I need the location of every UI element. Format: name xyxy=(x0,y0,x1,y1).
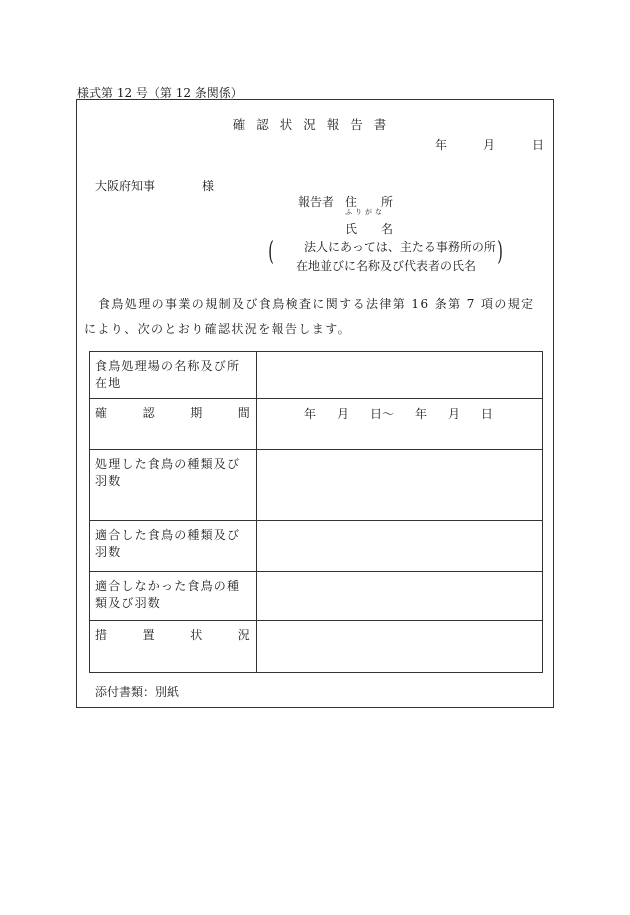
period-label-char: 確 xyxy=(95,406,109,420)
date-day: 日 xyxy=(532,138,545,152)
paren-open: ( xyxy=(268,237,274,267)
period-label-char: 認 xyxy=(142,406,156,420)
address-label-2: 所 xyxy=(381,195,394,209)
corporate-note-line1: 法人にあっては、主たる事務所の所 xyxy=(304,240,496,254)
table-row xyxy=(90,521,543,572)
addressee-name: 大阪府知事 xyxy=(95,179,156,193)
measures-value-cell[interactable] xyxy=(257,621,543,673)
facility-value-cell[interactable] xyxy=(257,352,543,399)
corporate-note-line2: 在地並びに名称及び代表者の氏名 xyxy=(296,259,477,273)
name-label-2: 名 xyxy=(381,222,394,236)
row-label-conforming: 適合した食鳥の種類及び羽数 xyxy=(90,521,257,572)
period-start-day: 日〜 xyxy=(369,407,394,421)
period-value-cell[interactable] xyxy=(257,399,543,450)
measures-label-char: 措 xyxy=(95,628,109,642)
table-row xyxy=(90,572,543,621)
row-label-period xyxy=(90,399,257,450)
measures-label-char: 置 xyxy=(142,628,156,642)
document-title: 確認状況報告書 xyxy=(232,117,398,132)
date-month: 月 xyxy=(483,138,496,152)
name-label-1: 氏 xyxy=(345,222,358,236)
measures-label-char: 況 xyxy=(237,628,251,642)
report-body-text xyxy=(84,292,546,342)
period-end-month: 月 xyxy=(447,407,460,421)
address-label-1: 住 xyxy=(345,195,358,209)
row-label-facility: 食鳥処理場の名称及び所在地 xyxy=(90,352,257,399)
period-start-year: 年 xyxy=(304,407,317,421)
period-end-day: 日 xyxy=(480,407,493,421)
form-number-label: 様式第 12 号（第 12 条関係） xyxy=(77,86,243,100)
reporter-label: 報告者 xyxy=(298,195,335,209)
measures-label-char: 状 xyxy=(190,628,204,642)
row-label-nonconforming: 適合しなかった食鳥の種類及び羽数 xyxy=(90,572,257,621)
addressee-honorific: 様 xyxy=(202,179,215,193)
period-label-char: 期 xyxy=(190,406,204,420)
table-row xyxy=(90,352,543,399)
table-row xyxy=(90,399,543,450)
period-end-year: 年 xyxy=(414,407,427,421)
nonconforming-value-cell[interactable] xyxy=(257,572,543,621)
report-body-sentence: 食鳥処理の事業の規制及び食鳥検査に関する法律第 16 条第 7 項の規定により、次のとおり確認状況を報告します。 xyxy=(84,297,535,336)
furigana-label: ふりがな xyxy=(345,208,385,216)
table-row xyxy=(90,450,543,521)
table-row xyxy=(90,621,543,673)
period-start-month: 月 xyxy=(336,407,349,421)
period-label-char: 間 xyxy=(237,406,251,420)
row-label-measures xyxy=(90,621,257,673)
attachments-note: 添付書類：別紙 xyxy=(95,685,180,699)
paren-close: ) xyxy=(497,237,503,267)
date-year: 年 xyxy=(435,138,448,152)
processed-value-cell[interactable] xyxy=(257,450,543,521)
conforming-value-cell[interactable] xyxy=(257,521,543,572)
row-label-processed: 処理した食鳥の種類及び羽数 xyxy=(90,450,257,521)
report-table xyxy=(89,351,543,673)
